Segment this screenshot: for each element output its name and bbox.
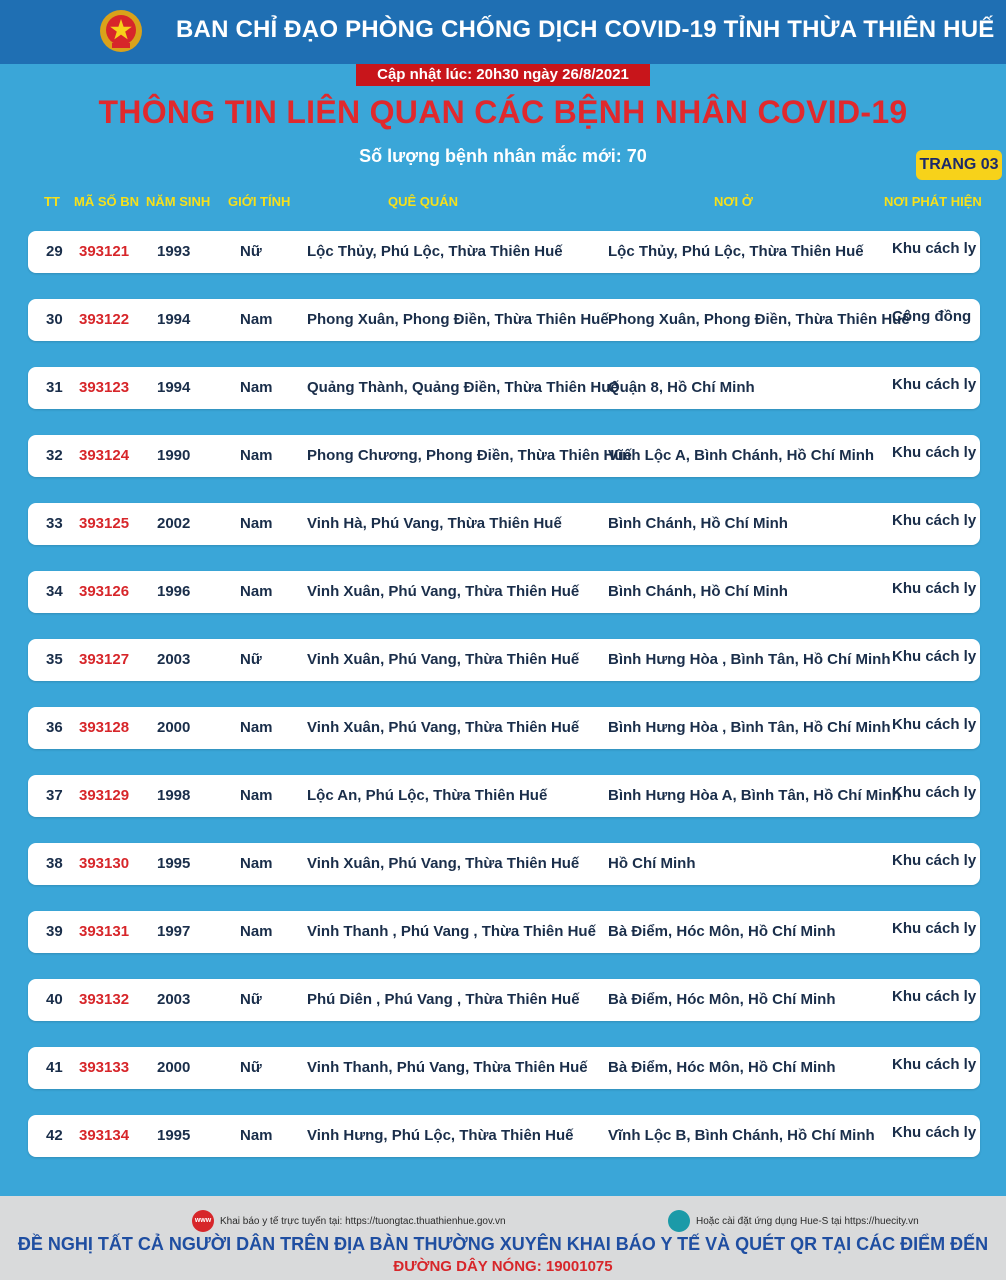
column-header-id: MÃ SỐ BN xyxy=(74,194,139,209)
birth-year: 2003 xyxy=(157,991,191,1008)
detection-place: Khu cách ly xyxy=(892,852,977,869)
hometown: Lộc Thủy, Phú Lộc, Thừa Thiên Huế xyxy=(307,243,563,260)
birth-year: 2000 xyxy=(157,719,191,736)
gender: Nam xyxy=(240,923,273,940)
birth-year: 2003 xyxy=(157,651,191,668)
declaration-note xyxy=(192,1210,506,1232)
hometown: Quảng Thành, Quảng Điền, Thừa Thiên Huế xyxy=(307,379,619,396)
residence: Bà Điểm, Hóc Môn, Hồ Chí Minh xyxy=(608,923,836,940)
residence: Bình Hưng Hòa A, Bình Tân, Hồ Chí Minh xyxy=(608,787,901,804)
gender: Nam xyxy=(240,1127,273,1144)
patient-id: 393125 xyxy=(79,515,130,532)
detection-place: Khu cách ly xyxy=(892,512,977,529)
column-header-hometown: QUÊ QUÁN xyxy=(388,194,459,209)
residence: Quận 8, Hồ Chí Minh xyxy=(608,379,755,396)
phone-app-icon xyxy=(668,1210,690,1232)
table-row xyxy=(28,231,980,273)
gender: Nữ xyxy=(240,991,262,1008)
residence: Bình Chánh, Hồ Chí Minh xyxy=(608,515,788,532)
patient-id: 393133 xyxy=(79,1059,130,1076)
birth-year: 1998 xyxy=(157,787,191,804)
app-link-text[interactable]: Hoặc cài đặt ứng dụng Hue-S tại https://huecity.vn xyxy=(696,1215,919,1227)
gender: Nam xyxy=(240,379,273,396)
patient-id: 393128 xyxy=(79,719,130,736)
detection-place: Khu cách ly xyxy=(892,240,977,257)
committee-title: BAN CHỈ ĐẠO PHÒNG CHỐNG DỊCH COVID-19 TỈNH THỪA THIÊN HUẾ xyxy=(176,16,995,43)
patient-id: 393130 xyxy=(79,855,130,872)
hometown: Vinh Hưng, Phú Lộc, Thừa Thiên Huế xyxy=(307,1127,574,1144)
hometown: Phú Diên , Phú Vang , Thừa Thiên Huế xyxy=(307,991,580,1008)
table-row xyxy=(28,571,980,613)
hometown: Phong Xuân, Phong Điền, Thừa Thiên Huế xyxy=(307,311,609,328)
gender: Nam xyxy=(240,855,273,872)
hometown: Vinh Xuân, Phú Vang, Thừa Thiên Huế xyxy=(307,651,580,668)
birth-year: 1993 xyxy=(157,243,191,260)
gender: Nữ xyxy=(240,243,262,260)
residence: Vĩnh Lộc B, Bình Chánh, Hồ Chí Minh xyxy=(608,1127,875,1144)
row-index: 38 xyxy=(46,855,63,872)
detection-place: Khu cách ly xyxy=(892,716,977,733)
gender: Nam xyxy=(240,583,273,600)
hometown: Lộc An, Phú Lộc, Thừa Thiên Huế xyxy=(307,787,548,804)
column-header-gender: GIỚI TÍNH xyxy=(228,194,291,209)
patient-id: 393132 xyxy=(79,991,130,1008)
birth-year: 1990 xyxy=(157,447,191,464)
row-index: 32 xyxy=(46,447,63,464)
row-index: 33 xyxy=(46,515,63,532)
hometown: Vinh Thanh , Phú Vang , Thừa Thiên Huế xyxy=(307,923,596,940)
residence: Bà Điểm, Hóc Môn, Hồ Chí Minh xyxy=(608,1059,836,1076)
birth-year: 2000 xyxy=(157,1059,191,1076)
birth-year: 1996 xyxy=(157,583,191,600)
birth-year: 1995 xyxy=(157,1127,191,1144)
row-index: 36 xyxy=(46,719,63,736)
table-row xyxy=(28,299,980,341)
patient-id: 393127 xyxy=(79,651,130,668)
new-cases-count: Số lượng bệnh nhân mắc mới: 70 xyxy=(359,146,647,166)
residence: Bình Chánh, Hồ Chí Minh xyxy=(608,583,788,600)
footer xyxy=(0,1196,1006,1280)
residence: Bình Hưng Hòa , Bình Tân, Hồ Chí Minh xyxy=(608,719,891,736)
table-header xyxy=(0,194,1006,214)
row-index: 34 xyxy=(46,583,63,600)
row-index: 35 xyxy=(46,651,63,668)
update-timestamp: Cập nhật lúc: 20h30 ngày 26/8/2021 xyxy=(356,64,650,86)
residence: Vĩnh Lộc A, Bình Chánh, Hồ Chí Minh xyxy=(608,447,875,464)
table-row xyxy=(28,1047,980,1089)
row-index: 37 xyxy=(46,787,63,804)
patient-id: 393122 xyxy=(79,311,130,328)
row-index: 29 xyxy=(46,243,63,260)
detection-place: Khu cách ly xyxy=(892,784,977,801)
row-index: 42 xyxy=(46,1127,63,1144)
row-index: 39 xyxy=(46,923,63,940)
residence: Lộc Thủy, Phú Lộc, Thừa Thiên Huế xyxy=(608,243,864,260)
gender: Nam xyxy=(240,447,273,464)
www-icon: www xyxy=(192,1210,214,1232)
patient-id: 393131 xyxy=(79,923,130,940)
detection-place: Khu cách ly xyxy=(892,580,977,597)
table-row xyxy=(28,1115,980,1157)
detection-place: Khu cách ly xyxy=(892,444,977,461)
row-index: 41 xyxy=(46,1059,63,1076)
page-badge: TRANG 03 xyxy=(916,150,1002,180)
hometown: Vinh Hà, Phú Vang, Thừa Thiên Huế xyxy=(307,515,562,532)
hotline: ĐƯỜNG DÂY NÓNG: 19001075 xyxy=(393,1258,613,1275)
gender: Nữ xyxy=(240,1059,262,1076)
column-header-year: NĂM SINH xyxy=(146,194,211,209)
table-row xyxy=(28,775,980,817)
residence: Hồ Chí Minh xyxy=(608,855,696,872)
patient-id: 393124 xyxy=(79,447,130,464)
table-row xyxy=(28,435,980,477)
birth-year: 1997 xyxy=(157,923,191,940)
detection-place: Khu cách ly xyxy=(892,988,977,1005)
column-header-found: NƠI PHÁT HIỆN xyxy=(884,194,982,209)
hometown: Vinh Thanh, Phú Vang, Thừa Thiên Huế xyxy=(307,1059,588,1076)
national-emblem-icon xyxy=(98,8,144,54)
patient-id: 393134 xyxy=(79,1127,130,1144)
row-index: 30 xyxy=(46,311,63,328)
app-note xyxy=(668,1210,919,1232)
residence: Phong Xuân, Phong Điền, Thừa Thiên Huế xyxy=(608,311,910,328)
detection-place: Khu cách ly xyxy=(892,648,977,665)
detection-place: Khu cách ly xyxy=(892,1056,977,1073)
residence: Bình Hưng Hòa , Bình Tân, Hồ Chí Minh xyxy=(608,651,891,668)
table-row xyxy=(28,979,980,1021)
hometown: Vinh Xuân, Phú Vang, Thừa Thiên Huế xyxy=(307,719,580,736)
gender: Nữ xyxy=(240,651,262,668)
table-row xyxy=(28,911,980,953)
hometown: Phong Chương, Phong Điền, Thừa Thiên Huế xyxy=(307,447,632,464)
residence: Bà Điểm, Hóc Môn, Hồ Chí Minh xyxy=(608,991,836,1008)
birth-year: 1994 xyxy=(157,311,191,328)
patient-id: 393126 xyxy=(79,583,130,600)
footer-appeal: ĐỀ NGHỊ TẤT CẢ NGƯỜI DÂN TRÊN ĐỊA BÀN THƯỜNG XUYÊN KHAI BÁO Y TẾ VÀ QUÉT QR TẠI CÁC ĐIỂM ĐẾN xyxy=(17,1234,989,1254)
declaration-link-text[interactable]: Khai báo y tế trực tuyến tại: https://tuongtac.thuathienhue.gov.vn xyxy=(220,1215,506,1227)
birth-year: 2002 xyxy=(157,515,191,532)
hometown: Vinh Xuân, Phú Vang, Thừa Thiên Huế xyxy=(307,583,580,600)
gender: Nam xyxy=(240,515,273,532)
row-index: 40 xyxy=(46,991,63,1008)
page-title: THÔNG TIN LIÊN QUAN CÁC BỆNH NHÂN COVID-19 xyxy=(98,94,908,130)
top-banner xyxy=(0,0,1006,64)
table-row xyxy=(28,367,980,409)
birth-year: 1994 xyxy=(157,379,191,396)
gender: Nam xyxy=(240,787,273,804)
detection-place: Khu cách ly xyxy=(892,920,977,937)
patient-id: 393123 xyxy=(79,379,130,396)
patient-id: 393121 xyxy=(79,243,130,260)
row-index: 31 xyxy=(46,379,63,396)
gender: Nam xyxy=(240,719,273,736)
table-row xyxy=(28,639,980,681)
table-row xyxy=(28,503,980,545)
column-header-tt: TT xyxy=(44,194,60,209)
table-row xyxy=(28,707,980,749)
birth-year: 1995 xyxy=(157,855,191,872)
hometown: Vinh Xuân, Phú Vang, Thừa Thiên Huế xyxy=(307,855,580,872)
table-row xyxy=(28,843,980,885)
detection-place: Khu cách ly xyxy=(892,1124,977,1141)
column-header-residence: NƠI Ở xyxy=(714,194,753,209)
gender: Nam xyxy=(240,311,273,328)
detection-place: Khu cách ly xyxy=(892,376,977,393)
detection-place: Cộng đồng xyxy=(892,308,972,325)
patient-id: 393129 xyxy=(79,787,130,804)
